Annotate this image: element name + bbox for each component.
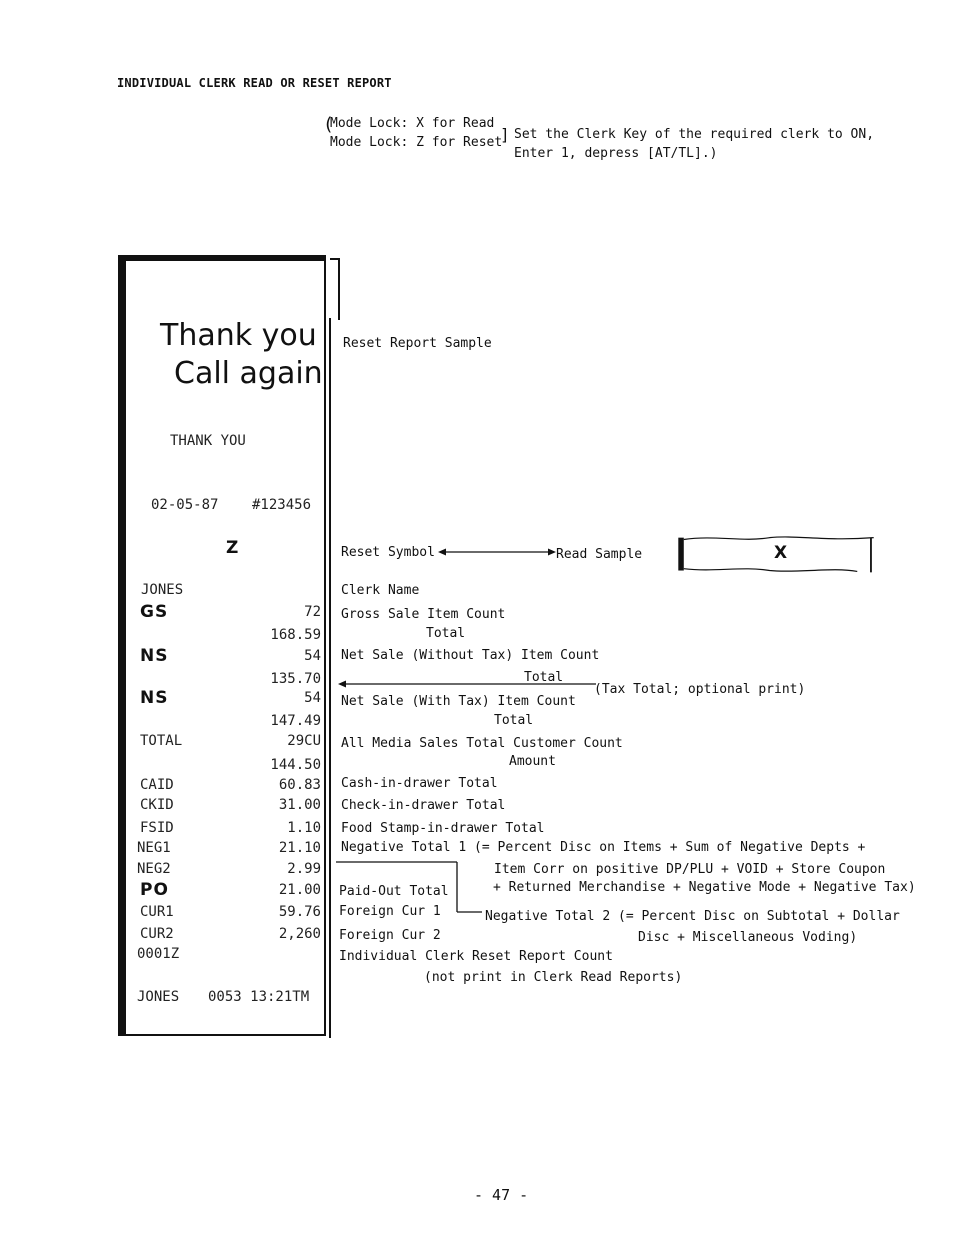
receipt-row-label: CAID xyxy=(140,777,174,793)
check-in-drawer-label: Check-in-drawer Total xyxy=(341,798,506,813)
net-total-label: Total xyxy=(524,670,564,685)
receipt-row-label: NS xyxy=(140,688,169,708)
foreign-cur-1-label: Foreign Cur 1 xyxy=(339,904,441,919)
read-symbol: X xyxy=(774,543,789,563)
thank-you-line-1: Thank you xyxy=(160,318,317,353)
receipt-row-label: FSID xyxy=(140,820,174,836)
receipt-row-label: GS xyxy=(140,602,169,622)
net-sale-with-tax-label: Net Sale (With Tax) Item Count xyxy=(341,694,576,709)
reset-symbol-label: Reset Symbol xyxy=(341,545,435,560)
thank-you-line-2: Call again xyxy=(174,356,323,391)
instruction-line-2: Enter 1, depress [AT/TL].) xyxy=(514,146,718,161)
read-sample-label: Read Sample xyxy=(556,547,643,562)
receipt-number: #123456 xyxy=(252,497,312,513)
receipt-row-label: NS xyxy=(140,646,169,666)
receipt-row-label: CUR2 xyxy=(140,926,174,942)
receipt-row-value: 2,260 xyxy=(278,926,321,942)
mode-read-text: Mode Lock: X for Read xyxy=(330,116,495,131)
reset-count-label: Individual Clerk Reset Report Count xyxy=(339,949,613,964)
left-brace: ( xyxy=(323,114,334,135)
clerk-name-label: Clerk Name xyxy=(341,583,420,598)
receipt-row-label: NEG1 xyxy=(137,840,171,856)
receipt-row-label: CUR1 xyxy=(140,904,174,920)
gross-total-label: Total xyxy=(426,626,466,641)
right-bracket: ] xyxy=(500,125,510,144)
receipt-row-value: 31.00 xyxy=(278,797,321,813)
receipt-clerk-name: JONES xyxy=(141,582,184,598)
receipt-row-value: 144.50 xyxy=(270,757,321,773)
foreign-cur-2-label: Foreign Cur 2 xyxy=(339,928,441,943)
net-with-tax-total-label: Total xyxy=(494,713,534,728)
receipt-row-value: 54 xyxy=(304,648,321,664)
negative-total-1-line-b: Item Corr on positive DP/PLU + VOID + Store Coupon xyxy=(494,862,886,877)
all-media-label: All Media Sales Total Customer Count xyxy=(341,736,623,751)
reset-symbol: Z xyxy=(226,538,240,558)
reset-count-note: (not print in Clerk Read Reports) xyxy=(424,970,683,985)
receipt-row-value: 2.99 xyxy=(287,861,321,877)
mode-reset-text: Mode Lock: Z for Reset xyxy=(330,135,503,150)
net-sale-without-tax-label: Net Sale (Without Tax) Item Count xyxy=(341,648,600,663)
gross-sale-count-label: Gross Sale Item Count xyxy=(341,607,506,622)
page-number: - 47 - xyxy=(474,1186,529,1204)
receipt-row-value: 59.76 xyxy=(278,904,321,920)
tax-total-arrow xyxy=(338,678,598,690)
paid-out-label: Paid-Out Total xyxy=(339,884,449,899)
page-title: INDIVIDUAL CLERK READ OR RESET REPORT xyxy=(117,76,392,90)
tax-total-label: (Tax Total; optional print) xyxy=(594,682,806,697)
amount-label: Amount xyxy=(509,754,556,769)
receipt-row-label: 0001Z xyxy=(137,946,180,962)
receipt-date: 02-05-87 xyxy=(151,497,219,513)
negative-total-2-line-b: Disc + Miscellaneous Voding) xyxy=(638,930,858,945)
divider-line xyxy=(329,318,331,1038)
receipt-row-value: 72 xyxy=(304,604,321,620)
receipt-row-value: 21.10 xyxy=(278,840,321,856)
receipt-row-value: 168.59 xyxy=(270,627,321,643)
receipt-footer-name: JONES xyxy=(137,989,180,1005)
thank-you-small: THANK YOU xyxy=(170,433,246,449)
negative-total-1-label: Negative Total 1 (= Percent Disc on Items + Sum of Negative Depts + xyxy=(341,840,866,855)
negative-total-2-label: Negative Total 2 (= Percent Disc on Subtotal + Dollar xyxy=(485,909,900,924)
reset-report-sample-label: Reset Report Sample xyxy=(343,336,492,351)
receipt-row-value: 29CU xyxy=(287,733,321,749)
receipt-row-label: PO xyxy=(140,880,169,900)
reset-read-arrow xyxy=(438,545,556,559)
receipt-row-value: 21.00 xyxy=(278,882,321,898)
receipt-row-value: 60.83 xyxy=(278,777,321,793)
receipt-footer-info: 0053 13:21TM xyxy=(208,989,310,1005)
receipt-row-value: 1.10 xyxy=(287,820,321,836)
receipt-row-label: NEG2 xyxy=(137,861,171,877)
receipt-row-label: TOTAL xyxy=(140,733,183,749)
cash-in-drawer-label: Cash-in-drawer Total xyxy=(341,776,498,791)
receipt-row-value: 54 xyxy=(304,690,321,706)
receipt-row-label: CKID xyxy=(140,797,174,813)
food-stamp-label: Food Stamp-in-drawer Total xyxy=(341,821,545,836)
receipt-top-corner xyxy=(330,258,340,320)
receipt-row-value: 135.70 xyxy=(270,671,321,687)
instruction-line-1: Set the Clerk Key of the required clerk to ON, xyxy=(514,127,875,142)
negative-total-1-line-c: + Returned Merchandise + Negative Mode + Negative Tax) xyxy=(493,880,916,895)
receipt-row-value: 147.49 xyxy=(270,713,321,729)
